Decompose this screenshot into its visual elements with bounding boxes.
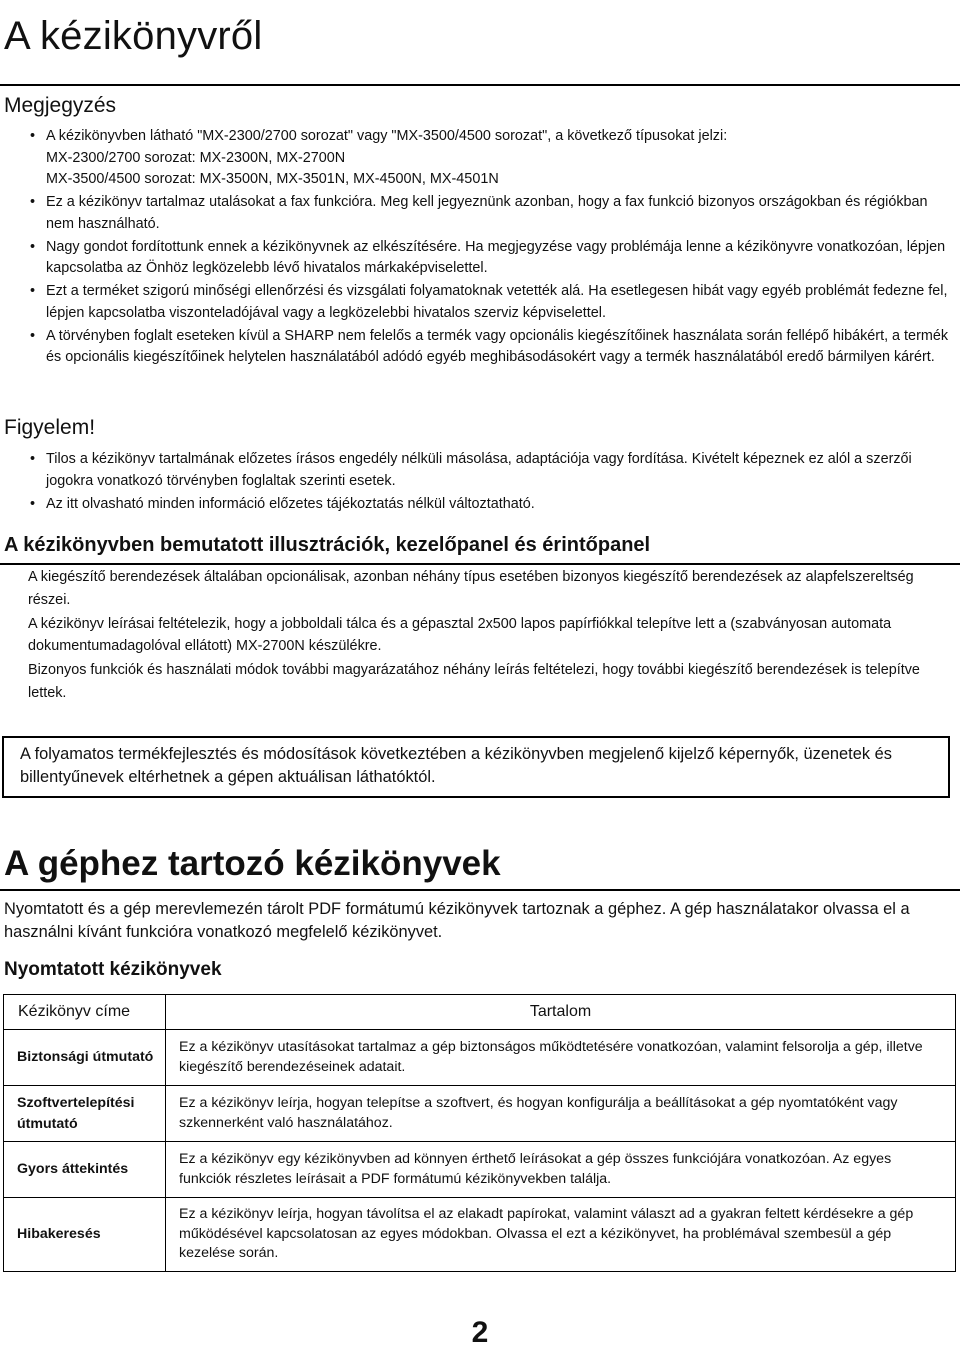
bullet-icon: • bbox=[30, 451, 36, 467]
manual-content-cell: Ez a kézikönyv utasításokat tartalmaz a gép biztonságos működtetésére vonatkozóan, valamint felsorolja a gép, illetve kiegészítő berendezéseinek adatait. bbox=[166, 1030, 956, 1086]
note-text: A kézikönyvben látható "MX-2300/2700 sorozat" vagy "MX-3500/4500 sorozat", a következő típusokat jelzi: bbox=[46, 128, 728, 144]
manuals-title: A géphez tartozó kézikönyvek bbox=[4, 844, 501, 883]
list-item bbox=[30, 192, 950, 235]
bullet-icon: • bbox=[30, 238, 36, 255]
paragraph: A kézikönyv leírásai feltételezik, hogy a jobboldali tálca és a gépasztal 2x500 lapos papírfiókkal telepítve lett a (szabványosan automata dokumentumadagolóval ellátott) MX-2700N készülékre. bbox=[28, 615, 892, 654]
manuals-table bbox=[3, 994, 956, 1272]
manual-content-cell: Ez a kézikönyv leírja, hogyan telepítse a szoftvert, és hogyan konfigurálja a beállításokat a gép nyomtatóként vagy szkennerként való használatához. bbox=[166, 1086, 956, 1142]
list-item bbox=[30, 281, 950, 324]
warning-heading: Figyelem! bbox=[4, 416, 96, 439]
column-header-title: Kézikönyv címe bbox=[4, 995, 166, 1030]
column-header-content: Tartalom bbox=[166, 995, 956, 1030]
bullet-icon: • bbox=[30, 327, 36, 344]
page-title: A kézikönyvről bbox=[4, 14, 263, 58]
table-row bbox=[4, 1142, 956, 1198]
illustrations-heading: A kézikönyvben bemutatott illusztrációk, kezelőpanel és érintőpanel bbox=[4, 534, 651, 556]
notice-text: A folyamatos termékfejlesztés és módosítások következtében a kézikönyvben megjelenő kijelző képernyők, üzenetek és billentyűnevek eltérhetnek a gépen aktuálisan láthatóktól. bbox=[20, 745, 892, 786]
note-subline: MX-3500/4500 sorozat: MX-3500N, MX-3501N, MX-4500N, MX-4501N bbox=[46, 171, 499, 187]
notes-heading: Megjegyzés bbox=[4, 94, 117, 117]
note-text: Ezt a terméket szigorú minőségi ellenőrzési és vizsgálati folyamatoknak vetették alá. Ha esetlegesen hibát vagy egyéb problémát fedezne fel, lépjen kapcsolatba viszonteladójával vagy a legközelebbi hivatalos szerviz képviselettel. bbox=[46, 283, 948, 321]
table-row bbox=[4, 1086, 956, 1142]
paragraph: A kiegészítő berendezések általában opcionálisak, azonban néhány típus esetében bizonyos kiegészítő berendezések az alapfelszereltség részei. bbox=[28, 569, 914, 608]
notice-box bbox=[2, 736, 950, 798]
list-item bbox=[30, 449, 950, 492]
warning-text: Tilos a kézikönyv tartalmának előzetes írásos engedély nélküli másolása, adaptációja vagy fordítása. Kivételt képeznek ez alól a szerzői jogokra vonatkozó törvényben foglaltak szerinti esetek. bbox=[46, 451, 912, 489]
note-text: Nagy gondot fordítottunk ennek a kézikönyvnek az elkészítésére. Ha megjegyzése vagy problémája lenne a kézikönyvre vonatkozóan, lépjen kapcsolatba az Önhöz legközelebb lévő hivatalos márkaképviselettel. bbox=[46, 238, 946, 276]
list-item bbox=[30, 326, 950, 369]
manual-title-cell: Szoftvertelepítési útmutató bbox=[4, 1086, 166, 1142]
bullet-icon: • bbox=[30, 495, 36, 512]
notes-list bbox=[30, 126, 950, 370]
bullet-icon: • bbox=[30, 128, 36, 144]
table-row bbox=[4, 1198, 956, 1272]
section-rule bbox=[0, 563, 960, 565]
section-rule bbox=[0, 889, 960, 891]
list-item bbox=[30, 237, 950, 280]
bullet-icon: • bbox=[30, 283, 36, 299]
title-rule bbox=[0, 84, 960, 86]
manual-title-cell: Gyors áttekintés bbox=[4, 1142, 166, 1198]
manual-title-cell: Biztonsági útmutató bbox=[4, 1030, 166, 1086]
page-number: 2 bbox=[471, 1316, 489, 1349]
warning-text: Az itt olvasható minden információ előzetes tájékoztatás nélkül változtatható. bbox=[46, 495, 535, 512]
note-subline: MX-2300/2700 sorozat: MX-2300N, MX-2700N bbox=[46, 149, 346, 166]
list-item bbox=[30, 494, 950, 516]
manual-title-cell: Hibakeresés bbox=[4, 1198, 166, 1272]
note-text: Ez a kézikönyv tartalmaz utalásokat a fax funkcióra. Meg kell jegyeznünk azonban, hogy a fax funkció bizonyos országokban és régiókban nem használható. bbox=[46, 194, 928, 232]
list-item bbox=[30, 126, 950, 191]
note-text: A törvényben foglalt eseteken kívül a SHARP nem felelős a termék vagy opcionális kiegészítőinek használata során fellépő hibákért, a termék és opcionális kiegészítőinek helytelen használatából adódó egyéb meghibásodásokért vagy a termék használatából eredő bármilyen kárért. bbox=[46, 327, 949, 365]
warning-list bbox=[30, 449, 950, 517]
manual-content-cell: Ez a kézikönyv egy kézikönyvben ad könnyen érthető leírásokat a gép összes funkciójára vonatkozóan. Az egyes funkciók részletes leírásait a PDF formátumú kézikönyvekben találja. bbox=[166, 1142, 956, 1198]
printed-manuals-heading: Nyomtatott kézikönyvek bbox=[4, 959, 222, 980]
illustrations-body bbox=[28, 566, 948, 706]
manuals-intro: Nyomtatott és a gép merevlemezén tárolt PDF formátumú kézikönyvek tartoznak a géphez. A gép használatakor olvassa el a használni kívánt funkcióra vonatkozó megfelelő kézikönyvet. bbox=[4, 900, 910, 941]
table-row bbox=[4, 1030, 956, 1086]
table-header-row bbox=[4, 995, 956, 1030]
manual-content-cell: Ez a kézikönyv leírja, hogyan távolítsa el az elakadt papírokat, valamint választ ad a gyakran feltett kérdésekre a gép működésével kapcsolatosan az egyes módokban. Olvassa el ezt a kézikönyvet, ha problémával szembesül a gép kezelése során. bbox=[166, 1198, 956, 1272]
bullet-icon: • bbox=[30, 194, 36, 210]
paragraph: Bizonyos funkciók és használati módok további magyarázatához néhány leírás feltételezi, hogy további kiegészítő berendezések is telepítve lettek. bbox=[28, 662, 920, 701]
